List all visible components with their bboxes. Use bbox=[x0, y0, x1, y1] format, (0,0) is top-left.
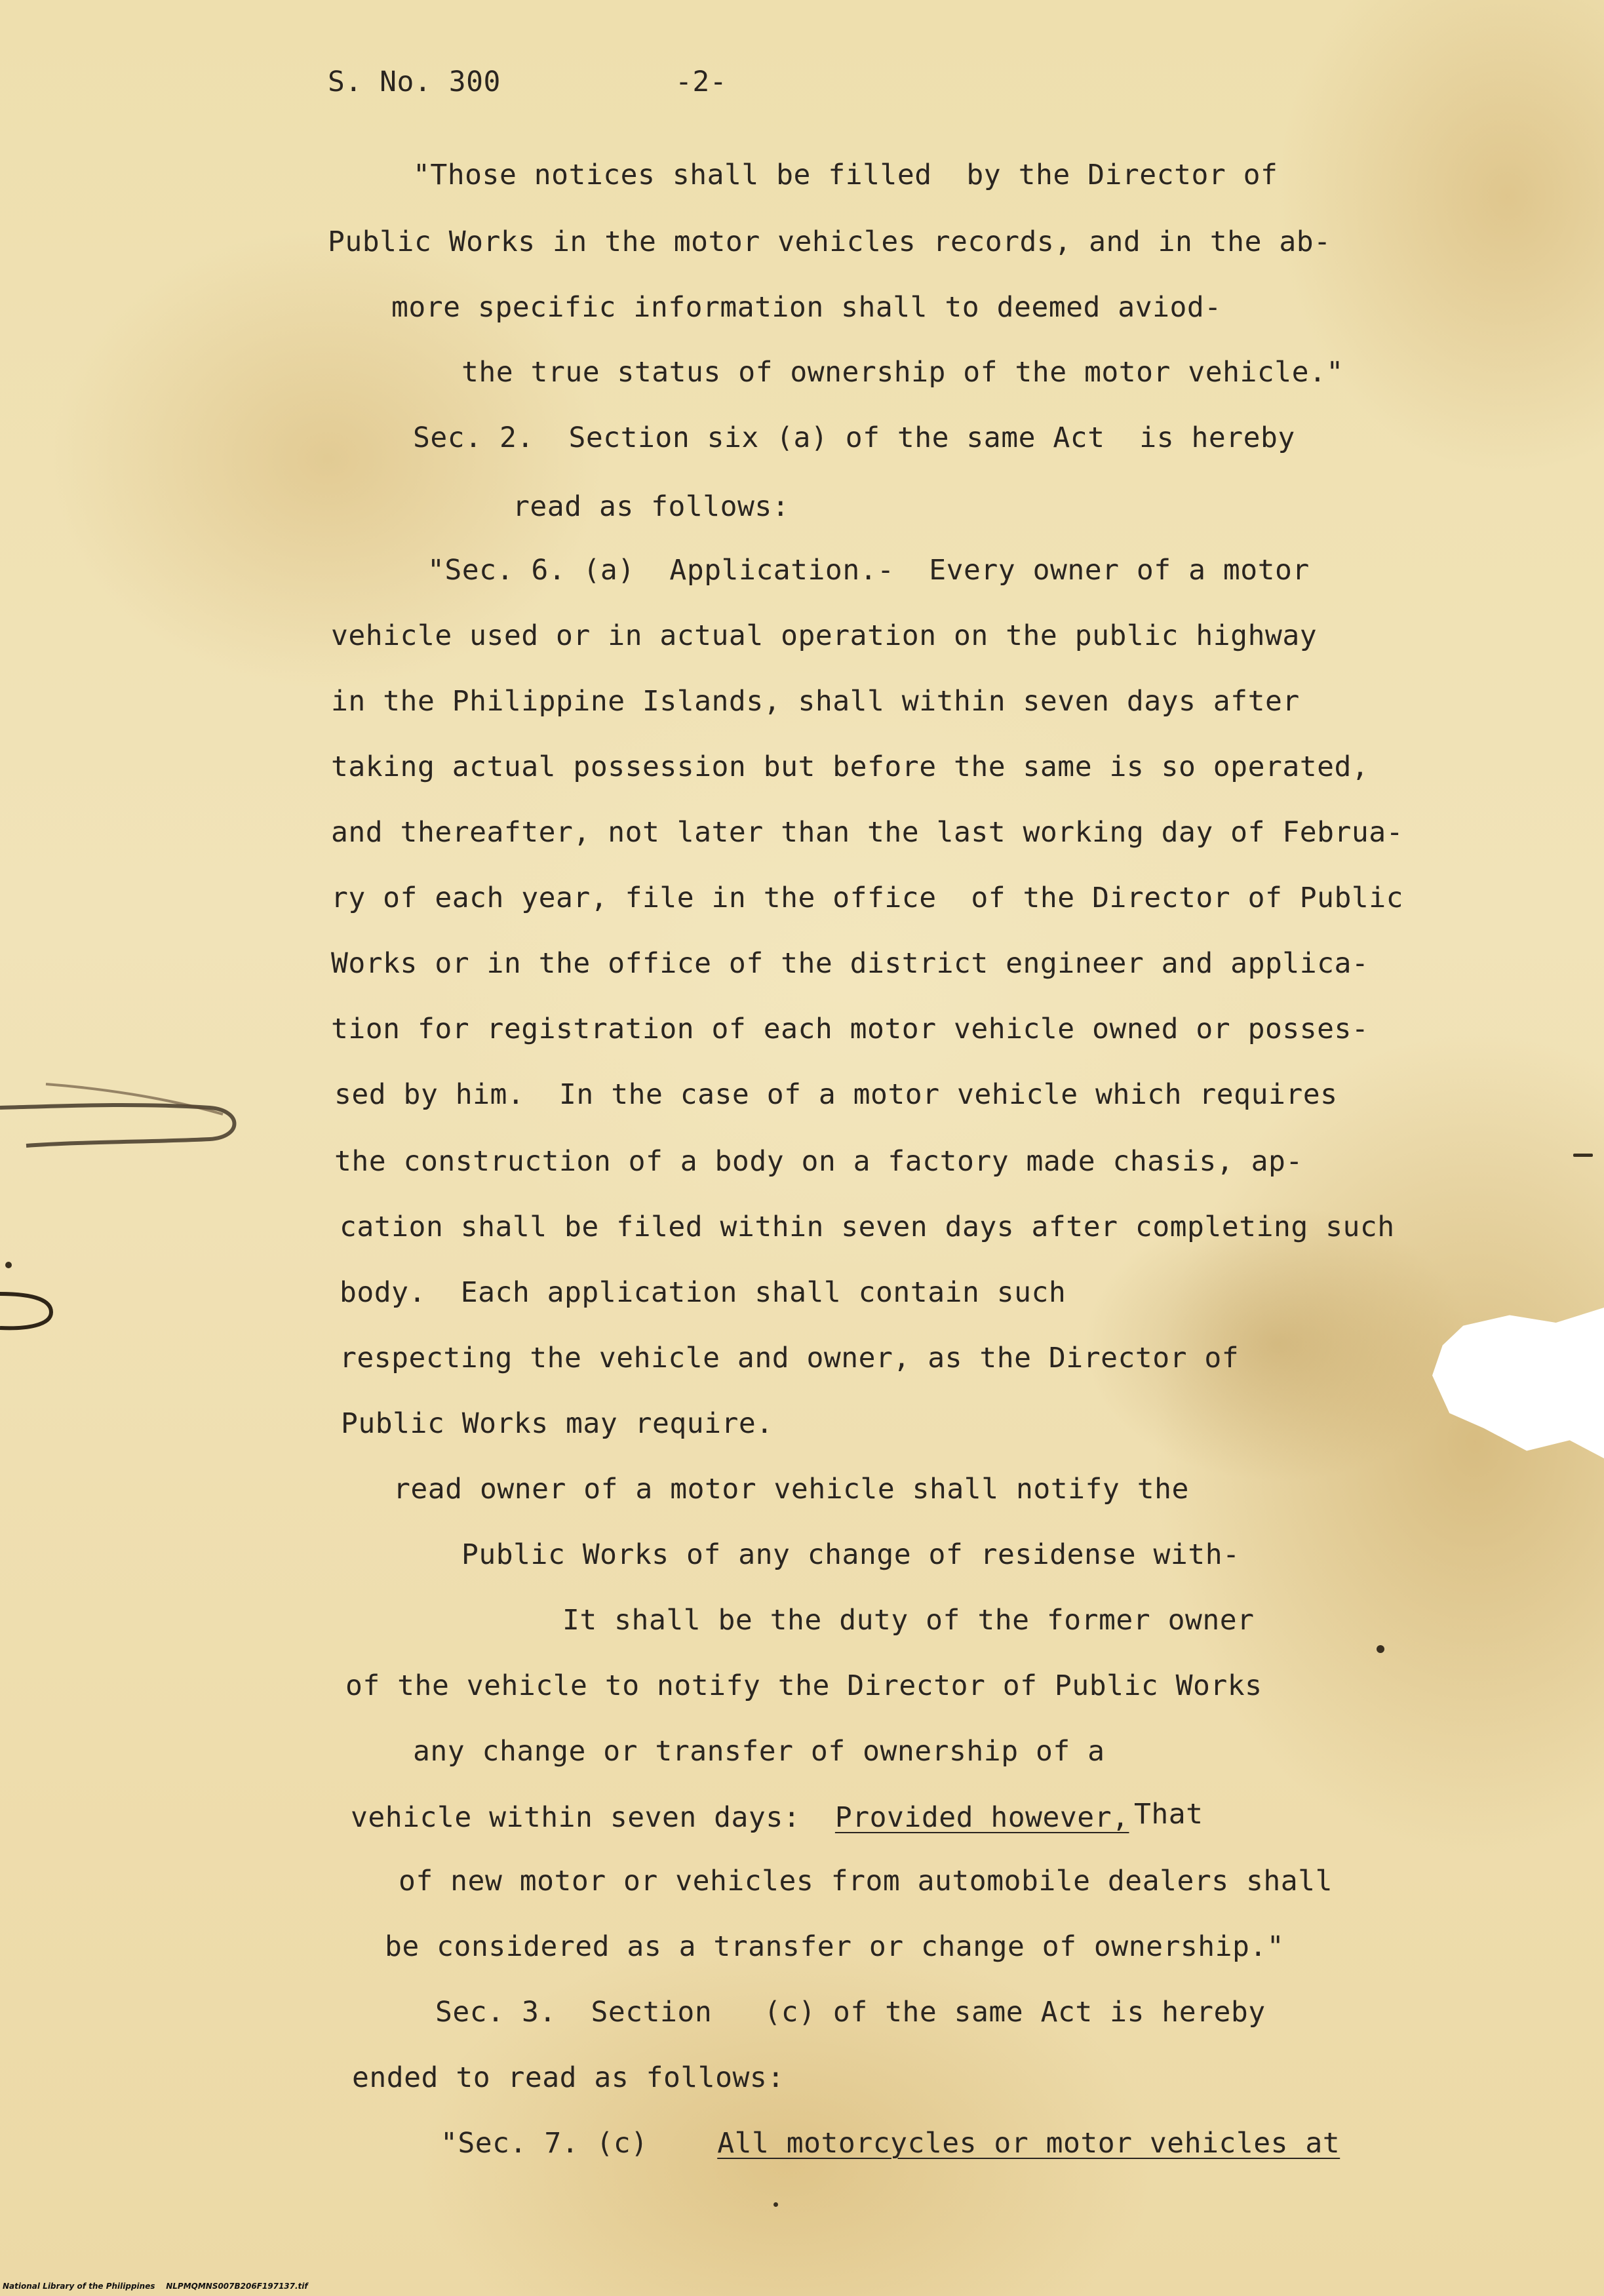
text-line: Sec. 2. Section six (a) of the same Act is hereby bbox=[413, 421, 1295, 454]
clip-mark-small bbox=[0, 1285, 59, 1337]
text-line: Public Works may require. bbox=[341, 1407, 773, 1440]
text-line: any change or transfer of ownership of a bbox=[413, 1735, 1105, 1768]
archive-footer bbox=[3, 2282, 308, 2291]
text-line: "Those notices shall be filled by the Director of bbox=[413, 159, 1278, 191]
text-segment: vehicle within seven days: bbox=[351, 1801, 835, 1834]
text-line: the construction of a body on a factory made chasis, ap- bbox=[334, 1145, 1303, 1178]
text-line: vehicle used or in actual operation on the public highway bbox=[331, 619, 1318, 652]
text-line: "Sec. 6. (a) Application.- Every owner of a motor bbox=[427, 554, 1310, 587]
page-number: -2- bbox=[675, 66, 728, 98]
text-line: taking actual possession but before the same is so operated, bbox=[331, 750, 1369, 783]
text-line: of the vehicle to notify the Director of Public Works bbox=[345, 1669, 1262, 1702]
text-line: read as follows: bbox=[513, 490, 790, 523]
text-line: ry of each year, file in the office of the Director of Public bbox=[331, 882, 1404, 914]
text-line: respecting the vehicle and owner, as the Director of bbox=[340, 1342, 1240, 1374]
text-line: ended to read as follows: bbox=[352, 2061, 785, 2094]
ink-speck bbox=[5, 1262, 12, 1268]
text-line: more specific information shall to deemed aviod- bbox=[391, 291, 1222, 324]
text-line: of new motor or vehicles from automobile dealers shall bbox=[399, 1865, 1333, 1897]
text-line: sed by him. In the case of a motor vehicle which requires bbox=[334, 1078, 1338, 1111]
text-line: That bbox=[1134, 1798, 1203, 1831]
underlined-phrase: Provided however, bbox=[834, 1801, 1129, 1834]
library-name: National Library of the Philippines bbox=[3, 2282, 155, 2291]
bill-number: S. No. 300 bbox=[328, 66, 501, 98]
provided-however-line bbox=[351, 1801, 1129, 1834]
text-line: Works or in the office of the district engineer and applica- bbox=[331, 947, 1369, 980]
text-line: in the Philippine Islands, shall within seven days after bbox=[331, 685, 1300, 718]
ink-speck bbox=[1573, 1154, 1593, 1157]
paper-clip-mark bbox=[0, 1068, 243, 1160]
text-line: the true status of ownership of the motor vehicle." bbox=[461, 356, 1344, 389]
text-line: cation shall be filed within seven days after completing such bbox=[340, 1211, 1395, 1243]
text-line: tion for registration of each motor vehicle owned or posses- bbox=[331, 1013, 1369, 1045]
torn-paper-edge bbox=[1432, 1308, 1604, 1458]
text-line: Sec. 3. Section (c) of the same Act is hereby bbox=[435, 1996, 1266, 2029]
underlined-phrase: All motorcycles or motor vehicles at bbox=[717, 2127, 1340, 2160]
text-line: Public Works in the motor vehicles records, and in the ab- bbox=[328, 225, 1331, 258]
text-segment: "Sec. 7. (c) bbox=[440, 2127, 718, 2160]
text-line: Public Works of any change of residense with- bbox=[461, 1538, 1240, 1571]
text-line: and thereafter, not later than the last working day of Februa- bbox=[331, 816, 1404, 849]
text-line: be considered as a transfer or change of ownership." bbox=[385, 1930, 1285, 1963]
ink-speck bbox=[1377, 1645, 1384, 1653]
text-line: body. Each application shall contain such bbox=[340, 1276, 1066, 1309]
text-line: read owner of a motor vehicle shall notify the bbox=[393, 1473, 1189, 1506]
ink-speck bbox=[773, 2202, 778, 2207]
text-line: It shall be the duty of the former owner bbox=[562, 1604, 1255, 1637]
file-id: NLPMQMNS007B206F197137.tif bbox=[166, 2282, 308, 2291]
final-line bbox=[440, 2127, 1340, 2160]
